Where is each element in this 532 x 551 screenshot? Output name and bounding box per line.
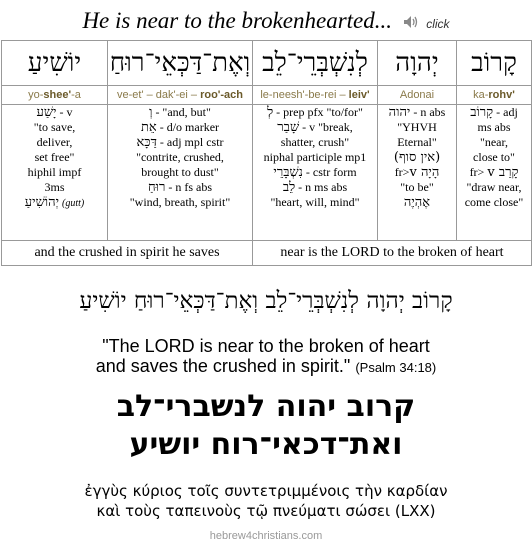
- modern-hebrew-line-1: קרוב יהוה לנשברי־לב: [116, 389, 416, 424]
- word-grid: [1, 40, 532, 266]
- translation-right: near is the LORD to the broken of heart: [253, 241, 532, 266]
- modern-hebrew-line-2: ואת־דכאי־רוח יושיע: [129, 427, 403, 462]
- verse-reference: (Psalm 34:18): [355, 360, 437, 375]
- header: [0, 8, 532, 38]
- word-transliteration: le-neesh'-be-rei – leiv': [253, 86, 378, 105]
- word-gloss: וְ - "and, but" אֵת - d/o marker דַּכָּא - adj mpl cstr "contrite, crushed, brought to dust" רוּחַ - n fs abs "wind, breath, spirit": [108, 105, 253, 241]
- word-transliteration: Adonai: [378, 86, 457, 105]
- hebrew-row: [2, 41, 532, 86]
- word-hebrew: וְאֶת־דַּכְּאֵי־רוּחַ: [108, 41, 253, 86]
- modern-hebrew: [0, 388, 532, 464]
- speaker-icon[interactable]: [403, 14, 419, 33]
- word-hebrew: קָרוֹב: [457, 41, 532, 86]
- transliteration-row: [2, 86, 532, 105]
- word-gloss: יָשַׁע - v "to save, deliver, set free" hiphil impf 3ms יְהוֹשִׁיעַ (gutt): [2, 105, 108, 241]
- word-gloss: יהוה - n abs "YHVH Eternal" (אין סוף) fr>v הָיָה "to be" אֶהְיֶה: [378, 105, 457, 241]
- word-hebrew: יְהוָה: [378, 41, 457, 86]
- translation-row: [2, 241, 532, 266]
- word-transliteration: ka-rohv': [457, 86, 532, 105]
- verse-hebrew: קָרוֹב יְהוָה לְנִשְׁבְּרֵי־לֵב וְאֶת־דַּכְּאֵי־רוּחַ יוֹשִׁיעַ: [79, 288, 453, 314]
- gloss-row: [2, 105, 532, 241]
- page-title: He is near to the brokenhearted...: [82, 8, 393, 33]
- greek-line-1: ἐγγὺς κύριος τοῖς συντετριμμένοις τὴν καρδίαν: [84, 482, 448, 500]
- english-line-2-text: and saves the crushed in spirit.": [95, 356, 351, 376]
- site-footer[interactable]: hebrew4christians.com: [209, 530, 323, 542]
- english-line-2: [0, 356, 532, 378]
- word-gloss: קָרוֹב - adj ms abs "near, close to" fr> v קָרַב "draw near, come close": [457, 105, 532, 241]
- translation-left: and the crushed in spirit he saves: [2, 241, 253, 266]
- english-line-1: "The LORD is near to the broken of heart: [102, 336, 430, 356]
- word-hebrew: לְנִשְׁבְּרֵי־לֵב: [253, 41, 378, 86]
- english-translation: [0, 336, 532, 378]
- word-transliteration: ve-et' – dak'-ei – roo'-ach: [108, 86, 253, 105]
- greek-lxx: [0, 481, 532, 521]
- click-link[interactable]: click: [426, 17, 450, 31]
- word-gloss: לְ - prep pfx "to/for" שָׁבַר - v "break, shatter, crush" niphal participle mp1 נִשְׁבָּרֵי - cstr form לֵב - n ms abs "heart, will, mind": [253, 105, 378, 241]
- word-hebrew: יוֹשִׁיעַ: [2, 41, 108, 86]
- greek-line-2: καὶ τοὺς ταπεινοὺς τῷ πνεύματι σώσει (LXX): [96, 502, 436, 520]
- word-transliteration: yo-shee'-a: [2, 86, 108, 105]
